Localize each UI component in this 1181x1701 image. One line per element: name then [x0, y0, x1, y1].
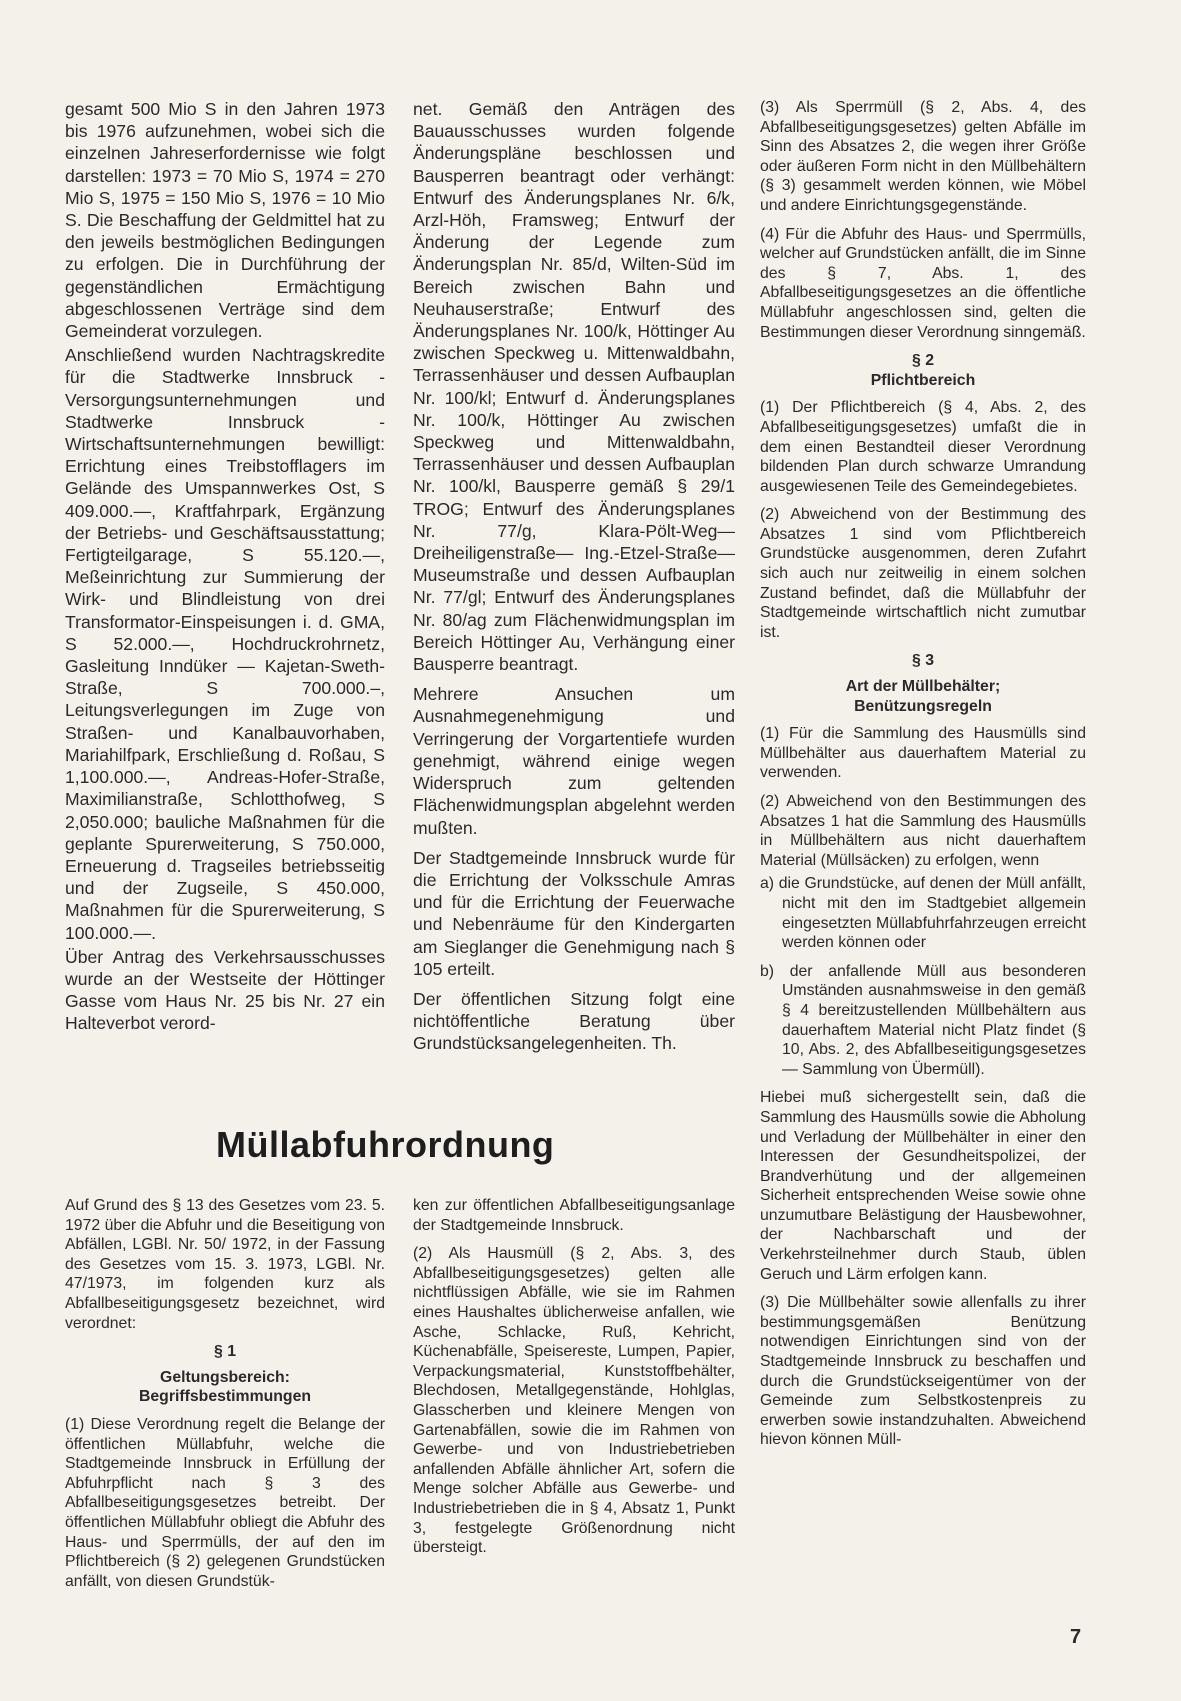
lower-column-1 — [65, 1196, 385, 1600]
paragraph: gesamt 500 Mio S in den Jahren 1973 bis 1976 aufzunehmen, wobei sich die einzelnen Jahreserfordernisse wie folgt darstellen: 1973 = 70 Mio S, 1974 = 270 Mio S, 1975 = 150 Mio S, 1976 = 10 Mio S. Die Beschaffung der Geldmittel hat zu den jeweils bestmöglichen Bedingungen zu erfolgen. Die in Durchführung der gegenständlichen Ermächtigung abgeschlossenen Verträge sind dem Gemeinderat vorzulegen. — [65, 99, 385, 342]
upper-column-2 — [413, 98, 735, 1055]
section-3-number: § 3 — [912, 652, 934, 670]
paragraph: (1) Der Pflichtbereich (§ 4, Abs. 2, des Abfallbeseitigungsgesetzes) umfaßt die in dem einen Bestandteil dieser Verordnung bildenden Plan durch schwarze Umrandung ausgewiesenen Teile des Gemeindegebietes. — [760, 399, 1086, 495]
paragraph: Über Antrag des Verkehrsausschusses wurde an der Westseite der Höttinger Gasse vom Haus Nr. 25 bis Nr. 27 ein Halteverbot verord- — [65, 946, 385, 1034]
page-number: 7 — [1070, 1626, 1082, 1648]
paragraph: ken zur öffentlichen Abfallbeseitigungsanlage der Stadtgemeinde Innsbruck. — [413, 1197, 735, 1234]
right-column — [760, 98, 1086, 1459]
paragraph: Der Stadtgemeinde Innsbruck wurde für die Errichtung der Volksschule Amras und für die Errichtung der Feuerwache und Nebenräume für den Kindergarten am Sieglanger die Genehmigung nach § 105 erteilt. — [413, 847, 735, 979]
section-3-subheading: Benützungsregeln — [854, 697, 992, 715]
list-item: b) der anfallende Müll aus besonderen Umständen ausnahmsweise in den gemäß § 4 bereitzustellenden Müllbehältern aus dauerhaftem Material nicht Platz findet (§ 10, Abs. 2, des Abfallbeseitigungsgesetzes — Sammlung von Übermüll). — [760, 962, 1086, 1078]
paragraph: Mehrere Ansuchen um Ausnahmegenehmigung und Verringerung der Vorgartentiefe wurden genehmigt, während einige wegen Widerspruch zum geltenden Flächenwidmungsplan abgelehnt werden mußten. — [413, 684, 735, 838]
section-2-number: § 2 — [912, 352, 934, 370]
paragraph: (2) Abweichend von der Bestimmung des Absatzes 1 sind vom Pflichtbereich Grundstücke ausgenommen, deren Zufahrt sich auch nur zeitweilig in einem solchen Zustand befindet, daß die Müllabfuhr der Stadtgemeinde wirtschaftlich nicht zumutbar ist. — [760, 506, 1086, 641]
paragraph: (3) Als Sperrmüll (§ 2, Abs. 4, des Abfallbeseitigungsgesetzes) gelten Abfälle im Sinn des Absatzes 2, die wegen ihrer Größe oder äußeren Form nicht in den Müllbehältern (§ 3) gesammelt werden können, wie Möbel und andere Einrichtungsgegenstände. — [760, 99, 1086, 214]
section-1-number: § 1 — [214, 1343, 236, 1361]
paragraph: Der öffentlichen Sitzung folgt eine nichtöffentliche Beratung über Grundstücksangelegenheiten. Th. — [413, 988, 735, 1054]
paragraph: Hiebei muß sichergestellt sein, daß die Sammlung des Hausmülls sowie die Abholung und Verladung der Müllbehälter in einer den Interessen der Gesundheitspolizei, der Brandverhütung und der allgemeinen Sicherheit entsprechenden Weise sowie ohne unzumutbare Belästigung der Hausbewohner, der Nachbarschaft und der Verkehrsteilnehmer durch Staub, üblen Geruch und Lärm erfolgen kann. — [760, 1089, 1086, 1283]
intro-paragraph: Auf Grund des § 13 des Gesetzes vom 23. 5. 1972 über die Abfuhr und die Beseitigung von Abfällen, LGBl. Nr. 50/ 1972, in der Fassung des Gesetzes vom 15. 3. 1973, LGBl. Nr. 47/1973, im folgenden kurz als Abfallbeseitigungsgesetz bezeichnet, wird verordnet: — [65, 1197, 385, 1332]
paragraph: (4) Für die Abfuhr des Haus- und Sperrmülls, welcher auf Grundstücken anfällt, die im Sinne des § 7, Abs. 1, des Abfallbeseitigungsgesetzes an die öffentliche Müllabfuhr angeschlossen sind, gelten die Bestimmungen dieser Verordnung sinngemäß. — [760, 225, 1086, 341]
paragraph: (2) Abweichend von den Bestimmungen des Absatzes 1 hat die Sammlung des Hausmülls in Müllbehältern aus nicht dauerhaftem Material (Müllsäcken) zu erfolgen, wenn — [760, 793, 1086, 869]
list-item: a) die Grundstücke, auf denen der Müll anfällt, nicht mit den im Stadtgebiet allgemein eingesetzten Müllabfuhrfahrzeugen erreicht werden können oder — [760, 875, 1086, 952]
paragraph: (3) Die Müllbehälter sowie allenfalls zu ihrer bestimmungsgemäßen Benützung notwendigen Einrichtungen sind von der Stadtgemeinde Innsbruck zu beschaffen und durch die Grundstückseigentümer von der Gemeinde zum Selbstkostenpreis zu erwerben sowie instandzuhalten. Abweichend hievon können Müll- — [760, 1294, 1086, 1449]
paragraph: Anschließend wurden Nachtragskredite für die Stadtwerke Innsbruck - Versorgungsunternehmungen und Stadtwerke Innsbruck - Wirtschaftsunternehmungen bewilligt: Errichtung eines Treibstofflagers im Gelände des Umspannwerkes Ost, S 409.000.—, Kraftfahrpark, Ergänzung der Betriebs- und Geschäftsausstattung; Fertigteilgarage, S 55.120.—, Meßeinrichtung zur Summierung der Wirk- und Blindleistung von drei Transformator-Einspeisungen i. d. GMA, S 52.000.—, Hochdruckrohrnetz, Gasleitung Inndüker — Kajetan-Sweth-Straße, S 700.000.–, Leitungsverlegungen im Zuge von Straßen- und Kanalbauvorhaben, Mariahilfpark, Erschließung d. Roßau, S 1,100.000.—, Andreas-Hofer-Straße, Maximilianstraße, Schlotthofweg, S 2,050.000; bauliche Maßnahmen für die geplante Spurerweiterung, S 750.000, Erneuerung d. Tragseiles betriebsseitig und der Zugseile, S 450.000, Maßnahmen für die Spurerweiterung, S 100.000.—. — [65, 345, 385, 943]
paragraph: (2) Als Hausmüll (§ 2, Abs. 3, des Abfallbeseitigungsgesetzes) gelten alle nichtflüssigen Abfälle, wie sie im Rahmen eines Haushaltes üblicherweise anfallen, wie Asche, Schlacke, Ruß, Kehricht, Küchenabfälle, Speisereste, Lumpen, Papier, Verpackungsmaterial, Kunststoffbehälter, Blechdosen, Metallgegenstände, Hohlglas, Glasscherben und kleinere Mengen von Gartenabfällen, sowie die im Rahmen von Gewerbe- und von Industriebetrieben anfallenden Abfälle ähnlicher Art, sofern die Menge solcher Abfälle aus Gewerbe- und Industriebetrieben die in § 4, Absatz 1, Punkt 3, festgelegte Größenordnung nicht übersteigt. — [413, 1245, 735, 1557]
section-3-heading: Art der Müllbehälter; — [845, 678, 1001, 696]
paragraph: net. Gemäß den Anträgen des Bauausschusses wurden folgende Änderungspläne beschlossen und Bausperren beantragt oder verhängt: Entwurf des Änderungsplanes Nr. 6/k, Arzl-Höh, Framsweg; Entwurf der Änderung der Legende zum Änderungsplan Nr. 85/d, Wilten-Süd im Bereich zwischen Bahn und Neuhauserstraße; Entwurf des Änderungsplanes Nr. 100/k, Höttinger Au zwischen Speckweg u. Mittenwaldbahn, Terrassenhäuser und dessen Aufbauplan Nr. 100/kl; Entwurf d. Änderungsplanes Nr. 100/k, Höttinger Au zwischen Speckweg und Mittenwaldbahn, Terrassenhäuser und dessen Aufbauplan Nr. 100/kl, Bausperre gemäß § 29/1 TROG; Entwurf des Änderungsplanes Nr. 77/g, Klara-Pölt-Weg—Dreiheiligenstraße— Ing.-Etzel-Straße—Museumstraße und dessen Aufbauplan Nr. 77/gl; Entwurf des Änderungsplanes Nr. 80/ag zum Flächenwidmungsplan im Bereich Höttinger Au, Verhängung einer Bausperre beantragt. — [413, 99, 735, 675]
article-title: Müllabfuhrordnung — [216, 1124, 555, 1165]
lower-column-2 — [413, 1196, 735, 1567]
paragraph: (1) Für die Sammlung des Hausmülls sind Müllbehälter aus dauerhaftem Material zu verwenden. — [760, 725, 1086, 782]
upper-column-1 — [65, 98, 385, 1035]
section-2-heading: Pflichtbereich — [870, 371, 976, 389]
paragraph: (1) Diese Verordnung regelt die Belange der öffentlichen Müllabfuhr, welche die Stadtgemeinde Innsbruck in Erfüllung der Abfuhrpflicht nach § 3 des Abfallbeseitigungsgesetzes betreibt. Der öffentlichen Müllabfuhr obliegt die Abfuhr des Haus- und Sperrmülls, der auf den im Pflichtbereich (§ 2) gelegenen Grundstücken anfällt, von diesen Grundstük- — [65, 1415, 385, 1590]
section-1-heading: Geltungsbereich: — [160, 1368, 290, 1386]
section-1-subheading: Begriffsbestimmungen — [138, 1388, 312, 1406]
